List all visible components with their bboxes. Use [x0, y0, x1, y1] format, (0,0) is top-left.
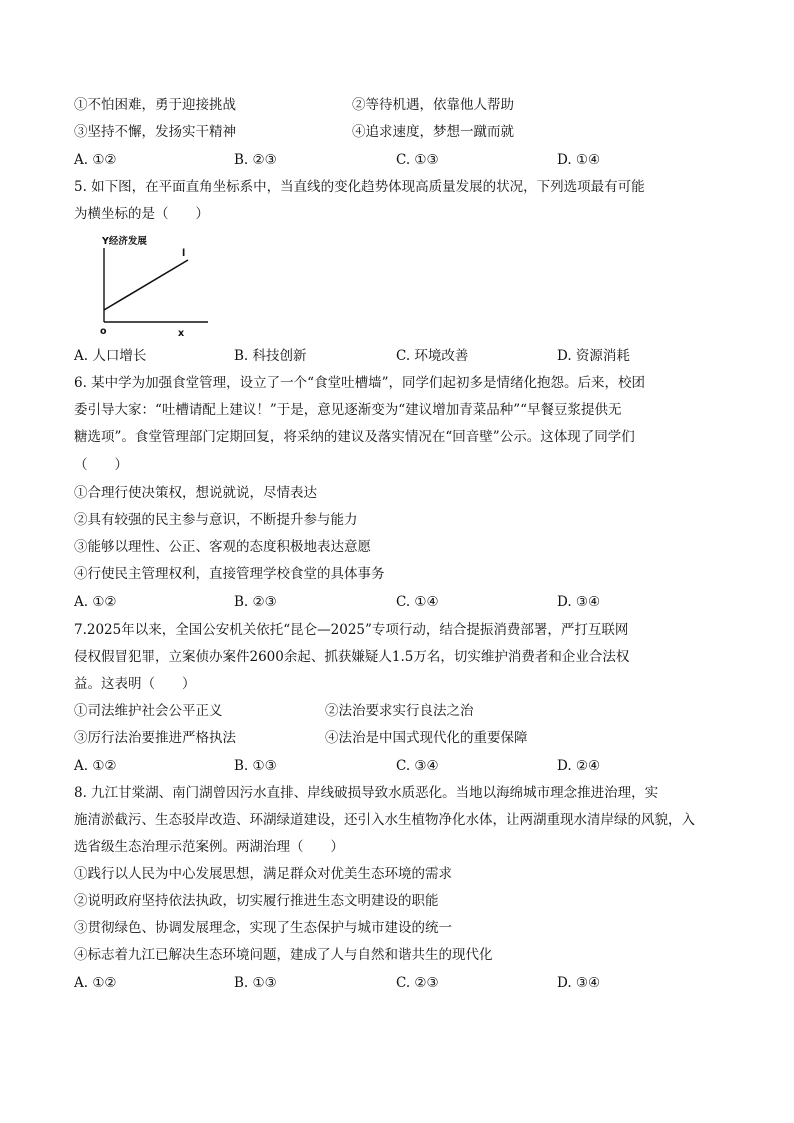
q7-statement-4: ④法治是中国式现代化的重要保障	[325, 730, 528, 746]
graph-y-axis-label: Y经济发展	[102, 236, 147, 247]
q4-option-d: D. ①④	[557, 152, 601, 168]
q7-option-c: C. ③④	[396, 758, 439, 774]
graph-origin-label: o	[100, 326, 107, 337]
q4-statement-1: ①不怕困难，勇于迎接挑战	[74, 97, 236, 113]
q6-stem-line-2: 委引导大家：“吐槽请配上建议！”于是，意见逐渐变为“建议增加青菜品种”“早餐豆浆提供无	[74, 402, 622, 418]
q8-option-a: A. ①②	[74, 975, 117, 991]
q4-statement-2: ②等待机遇，依靠他人帮助	[352, 97, 514, 113]
graph-line-label: l	[182, 248, 186, 259]
q5-coordinate-graph	[96, 232, 216, 344]
q8-statement-3: ③贯彻绿色、协调发展理念，实现了生态保护与城市建设的统一	[74, 920, 452, 936]
q6-stem-line-1: 6. 某中学为加强食堂管理，设立了一个“食堂吐槽墙”，同学们起初多是情绪化抱怨。后来，校团	[74, 375, 645, 391]
q6-option-b: B. ②③	[234, 594, 277, 610]
q7-option-a: A. ①②	[74, 758, 117, 774]
q6-option-a: A. ①②	[74, 594, 117, 610]
q6-option-c: C. ①④	[396, 594, 439, 610]
q5-stem-line-2: 为横坐标的是（ ）	[74, 206, 209, 222]
q7-statement-2: ②法治要求实行良法之治	[325, 703, 474, 719]
q8-option-b: B. ①③	[234, 975, 277, 991]
q6-statement-4: ④行使民主管理权利，直接管理学校食堂的具体事务	[74, 566, 385, 582]
q8-option-c: C. ②③	[396, 975, 439, 991]
q6-stem-line-3: 糖选项”。食堂管理部门定期回复，将采纳的建议及落实情况在“回音壁”公示。这体现了同学们	[74, 429, 635, 445]
graph-trend-line	[104, 260, 188, 310]
q7-statement-3: ③厉行法治要推进严格执法	[74, 730, 236, 746]
q8-option-d: D. ③④	[557, 975, 601, 991]
q8-statement-4: ④标志着九江已解决生态环境问题，建成了人与自然和谐共生的现代化	[74, 947, 493, 963]
q5-option-a: A. 人口增长	[74, 348, 147, 364]
q7-stem-line-3: 益。这表明（ ）	[74, 676, 196, 692]
q6-stem-line-4: （ ）	[74, 457, 128, 473]
q7-statement-1: ①司法维护社会公平正义	[74, 703, 223, 719]
q7-option-b: B. ①③	[234, 758, 277, 774]
q8-statement-1: ①践行以人民为中心发展思想，满足群众对优美生态环境的需求	[74, 866, 452, 882]
q7-stem-line-2: 侵权假冒犯罪，立案侦办案件2600余起、抓获嫌疑人1.5万名，切实维护消费者和企业合法权	[74, 649, 630, 665]
q4-option-b: B. ②③	[234, 152, 277, 168]
q5-option-d: D. 资源消耗	[557, 348, 630, 364]
q8-statement-2: ②说明政府坚持依法执政，切实履行推进生态文明建设的职能	[74, 893, 439, 909]
q6-option-d: D. ③④	[557, 594, 601, 610]
q7-stem-line-1: 7.2025年以来，全国公安机关依托“昆仑—2025”专项行动，结合提振消费部署，严打互联网	[74, 622, 629, 638]
q6-statement-3: ③能够以理性、公正、客观的态度积极地表达意愿	[74, 539, 371, 555]
graph-x-axis-label: x	[178, 328, 185, 339]
q5-stem-line-1: 5. 如下图，在平面直角坐标系中，当直线的变化趋势体现高质量发展的状况，下列选项最有可能	[74, 179, 645, 195]
q4-option-c: C. ①③	[396, 152, 439, 168]
q5-option-c: C. 环境改善	[396, 348, 469, 364]
q7-option-d: D. ②④	[557, 758, 601, 774]
q6-statement-2: ②具有较强的民主参与意识，不断提升参与能力	[74, 512, 358, 528]
q8-stem-line-3: 选省级生态治理示范案例。两湖治理（ ）	[74, 839, 344, 855]
q4-statement-4: ④追求速度，梦想一蹴而就	[352, 124, 514, 140]
q8-stem-line-1: 8. 九江甘棠湖、南门湖曾因污水直排、岸线破损导致水质恶化。当地以海绵城市理念推进治理，实	[74, 785, 659, 801]
q4-statement-3: ③坚持不懈，发扬实干精神	[74, 124, 236, 140]
q8-stem-line-2: 施清淤截污、生态驳岸改造、环湖绿道建设，还引入水生植物净化水体，让两湖重现水清岸绿的风貌，入	[74, 812, 695, 828]
q5-option-b: B. 科技创新	[234, 348, 307, 364]
q4-option-a: A. ①②	[74, 152, 117, 168]
q6-statement-1: ①合理行使决策权，想说就说，尽情表达	[74, 485, 317, 501]
